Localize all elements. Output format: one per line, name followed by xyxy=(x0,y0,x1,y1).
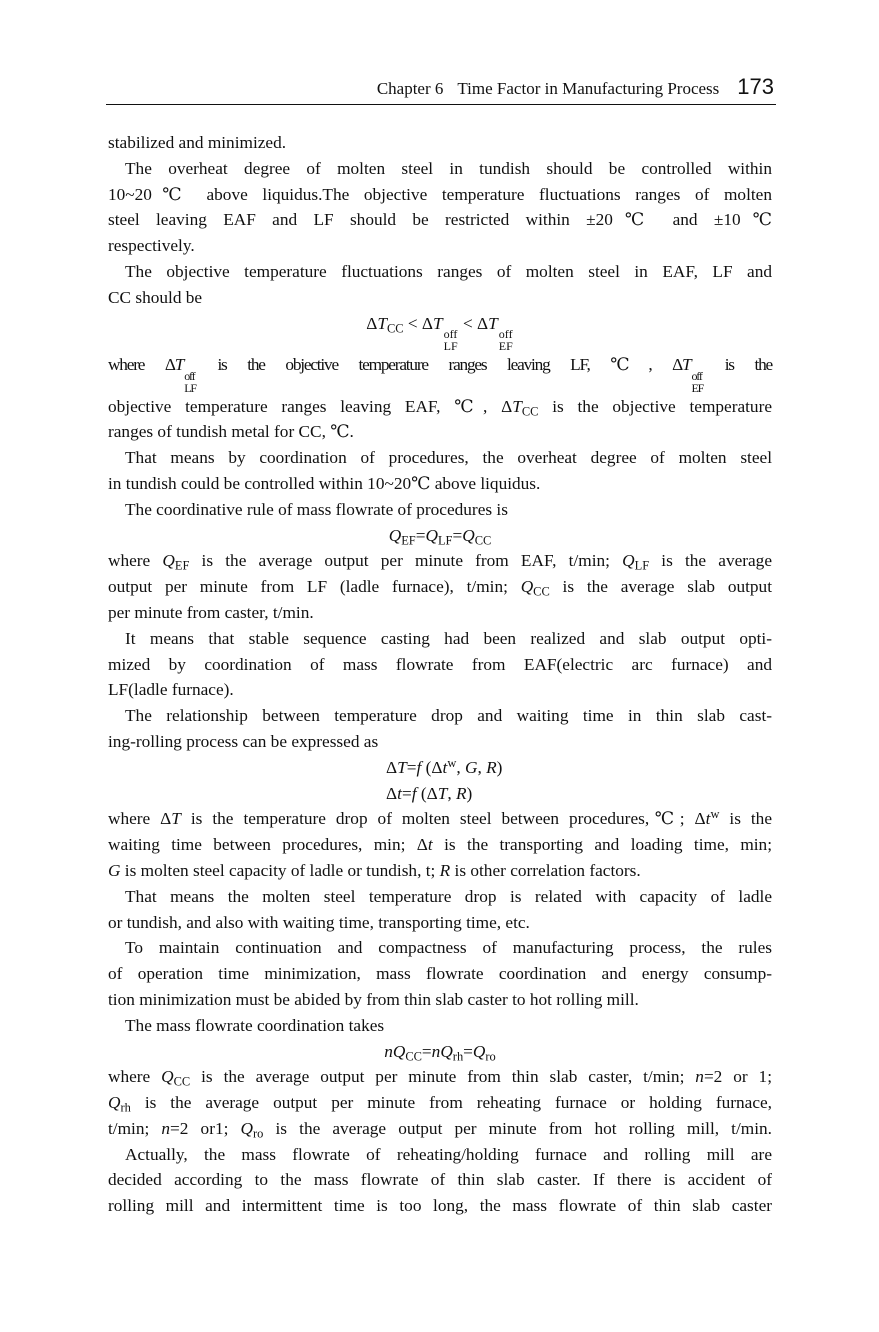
text-run: is the objective temperature ranges leaving LF, ℃, Δ xyxy=(196,355,683,375)
page-body xyxy=(108,130,772,1219)
math-subx: LF xyxy=(184,380,196,395)
math-sub: CC xyxy=(173,1074,191,1089)
text-line xyxy=(108,910,772,936)
math-sub: CC xyxy=(521,404,539,419)
math-sub: rh xyxy=(452,1048,464,1063)
math-i: T xyxy=(437,783,448,803)
text-line xyxy=(108,207,772,233)
math-i: T xyxy=(488,313,498,333)
math-i: T xyxy=(433,313,443,333)
text-run: Δ xyxy=(386,757,398,777)
text-line xyxy=(108,858,772,884)
text-line xyxy=(108,182,772,208)
text-run: is the xyxy=(719,809,772,829)
text-run: The coordinative rule of mass flowrate of procedures is xyxy=(125,499,508,519)
equation-line xyxy=(108,311,772,353)
math-sub: EF xyxy=(174,558,190,573)
math-sup: w xyxy=(710,807,720,822)
math-i: Q xyxy=(161,1067,174,1087)
math-i: G xyxy=(108,860,121,880)
text-run: CC should be xyxy=(108,287,203,307)
text-line xyxy=(108,1090,772,1116)
text-run: ) xyxy=(496,757,503,777)
text-run: is the temperature drop of molten steel between procedures,℃; Δ xyxy=(180,809,706,829)
text-line xyxy=(108,445,772,471)
text-line xyxy=(108,394,772,420)
math-i: T xyxy=(512,396,522,416)
text-run: is the objective temperature xyxy=(538,396,772,416)
text-run: Δ xyxy=(386,783,398,803)
math-supsub-stack xyxy=(444,328,458,352)
text-run: is the transporting and loading time, min; xyxy=(432,835,772,855)
text-run: ) xyxy=(466,783,473,803)
equation-line xyxy=(108,781,772,807)
text-run: It means that stable sequence casting had been realized and slab output opti- xyxy=(125,628,772,648)
text-run: mized by coordination of mass flowrate from EAF(electric arc furnace) and xyxy=(108,654,772,674)
math-supsub-stack xyxy=(691,370,703,394)
math-i: t xyxy=(397,783,402,803)
text-line xyxy=(108,832,772,858)
text-run: Actually, the mass flowrate of reheating/holding furnace and rolling mill are xyxy=(125,1144,772,1164)
math-sup: off xyxy=(498,327,513,342)
text-run: is the average output per minute from thin slab caster, t/min; xyxy=(190,1067,696,1087)
text-run: = xyxy=(406,757,417,777)
text-line xyxy=(108,548,772,574)
text-run: is the average output per minute from EAF, t/min; xyxy=(189,551,623,571)
text-run: waiting time between procedures, min; Δ xyxy=(108,835,428,855)
text-run: steel leaving EAF and LF should be restricted within ±20℃ and ±10℃ xyxy=(108,210,772,230)
running-header xyxy=(108,74,774,102)
text-run: The objective temperature fluctuations ranges of molten steel in EAF, LF and xyxy=(125,261,772,281)
math-i: R xyxy=(486,757,497,777)
math-i: n xyxy=(431,1041,441,1061)
math-i: G xyxy=(464,757,478,777)
text-run: decided according to the mass flowrate of thin slab caster. If there is accident of xyxy=(108,1170,772,1190)
text-line xyxy=(108,884,772,910)
math-i: R xyxy=(455,783,467,803)
math-sup: off xyxy=(184,368,195,383)
text-run: is the average output per minute from reheating furnace or holding furnace, xyxy=(130,1093,772,1113)
text-run: =2 or 1; xyxy=(703,1067,772,1087)
math-i: n xyxy=(384,1041,393,1061)
text-run: Δ xyxy=(366,313,378,333)
text-run: The relationship between temperature drop and waiting time in thin slab cast- xyxy=(125,706,772,726)
text-line xyxy=(108,935,772,961)
text-run: 10~20℃ above liquidus.The objective temperature fluctuations ranges of molten xyxy=(108,184,772,204)
text-run: respectively. xyxy=(108,236,195,256)
text-line xyxy=(108,352,772,394)
text-run: output per minute from LF (ladle furnace), t/min; xyxy=(108,577,521,597)
math-sub: EF xyxy=(401,533,416,548)
text-line xyxy=(108,130,772,156)
math-i: Q xyxy=(462,525,475,545)
math-sub: rh xyxy=(120,1100,131,1115)
text-run: or tundish, and also with waiting time, transporting time, etc. xyxy=(108,912,530,932)
text-run: stabilized and minimized. xyxy=(108,133,287,152)
text-line xyxy=(108,806,772,832)
text-run: The overheat degree of molten steel in tundish should be controlled within xyxy=(125,158,772,178)
math-i: f xyxy=(416,757,422,777)
text-run: where xyxy=(108,1067,162,1087)
chapter-label: Chapter 6 xyxy=(376,79,444,98)
math-sub: LF xyxy=(634,558,650,573)
text-run: of operation time minimization, mass flowrate coordination and energy consump- xyxy=(108,964,772,984)
text-run: To maintain continuation and compactness of manufacturing process, the rules xyxy=(125,938,772,958)
math-sub: CC xyxy=(474,533,492,548)
math-i: n xyxy=(695,1067,704,1087)
math-i: t xyxy=(442,757,448,777)
text-line xyxy=(108,1142,772,1168)
math-subx: LF xyxy=(443,339,458,354)
text-run: The mass flowrate coordination takes xyxy=(125,1015,385,1035)
text-run: =2 or1; xyxy=(170,1118,241,1138)
text-line xyxy=(108,1193,772,1219)
text-line xyxy=(108,1167,772,1193)
text-line xyxy=(108,156,772,182)
math-i: Q xyxy=(108,1093,121,1113)
text-line xyxy=(108,600,772,626)
text-run: (Δ xyxy=(421,757,443,777)
text-line xyxy=(108,259,772,285)
math-i: R xyxy=(439,860,451,880)
text-run: ranges of tundish metal for CC, ℃. xyxy=(108,422,354,442)
text-run: is the xyxy=(704,355,772,375)
text-run: tion minimization must be abided by from thin slab caster to hot rolling mill. xyxy=(108,989,639,1009)
text-run: , xyxy=(447,783,456,803)
math-i: Q xyxy=(162,551,175,571)
text-run: where xyxy=(108,551,163,571)
math-i: T xyxy=(682,355,691,375)
math-i: Q xyxy=(240,1118,253,1138)
equation-line xyxy=(108,523,772,549)
text-run: That means the molten steel temperature drop is related with capacity of ladle xyxy=(125,886,772,906)
math-i: n xyxy=(161,1118,171,1138)
math-supsub-stack xyxy=(184,370,196,394)
math-i: Q xyxy=(388,525,402,545)
text-line xyxy=(108,233,772,259)
math-supsub-stack xyxy=(499,328,513,352)
text-run: (Δ xyxy=(416,783,438,803)
text-line xyxy=(108,497,772,523)
math-sub: CC xyxy=(386,321,404,336)
math-i: T xyxy=(377,313,387,333)
text-line xyxy=(108,285,772,311)
text-line xyxy=(108,626,772,652)
text-run: = xyxy=(401,783,412,803)
text-run: is the average xyxy=(649,551,772,571)
text-line xyxy=(108,1064,772,1090)
text-line xyxy=(108,574,772,600)
text-run: in tundish could be controlled within 10~20℃ above liquidus. xyxy=(108,473,541,493)
math-i: T xyxy=(171,809,181,829)
math-i: T xyxy=(174,355,184,375)
math-i: Q xyxy=(622,551,635,571)
math-i: Q xyxy=(392,1041,406,1061)
math-sup: off xyxy=(691,368,702,383)
equation-line xyxy=(108,1039,772,1065)
math-i: Q xyxy=(440,1041,453,1061)
page-number: 173 xyxy=(737,74,774,99)
equation-line xyxy=(108,755,772,781)
text-run: is the average output per minute from hot rolling mill, t/min. xyxy=(263,1118,772,1138)
math-i: Q xyxy=(425,525,438,545)
text-run: is molten steel capacity of ladle or tundish, t; xyxy=(120,860,440,880)
text-line xyxy=(108,652,772,678)
text-run: is other correlation factors. xyxy=(450,860,641,880)
text-run: = xyxy=(463,1041,473,1061)
text-run: = xyxy=(421,1041,432,1061)
math-i: t xyxy=(427,835,433,855)
text-run: per minute from caster, t/min. xyxy=(108,602,314,622)
text-run: That means by coordination of procedures, the overheat degree of molten steel xyxy=(125,448,772,468)
math-i: f xyxy=(411,783,417,803)
text-run: < Δ xyxy=(403,313,434,333)
text-line xyxy=(108,729,772,755)
text-line xyxy=(108,419,772,445)
text-run: is the average slab output xyxy=(549,577,772,597)
text-run: < Δ xyxy=(458,313,489,333)
text-run: where Δ xyxy=(108,809,172,829)
math-subx: EF xyxy=(498,339,513,354)
text-line xyxy=(108,1116,772,1142)
math-sub: CC xyxy=(405,1048,422,1063)
math-i: T xyxy=(397,757,407,777)
text-run: t/min; xyxy=(108,1118,162,1138)
math-i: Q xyxy=(520,577,534,597)
math-sup: w xyxy=(447,755,457,770)
math-subx: EF xyxy=(691,380,704,395)
math-sub: ro xyxy=(485,1048,496,1063)
text-run: , xyxy=(477,757,487,777)
text-run: = xyxy=(452,525,463,545)
text-line xyxy=(108,961,772,987)
text-line xyxy=(108,703,772,729)
text-run: objective temperature ranges leaving EAF, ℃, Δ xyxy=(108,396,513,416)
chapter-title: Time Factor in Manufacturing Process xyxy=(457,79,720,98)
math-i: t xyxy=(705,809,711,829)
text-run: = xyxy=(415,525,426,545)
text-line xyxy=(108,987,772,1013)
math-i: Q xyxy=(472,1041,486,1061)
text-run: rolling mill and intermittent time is too long, the mass flowrate of thin slab caster xyxy=(108,1196,772,1216)
text-run: , xyxy=(456,757,465,777)
header-rule xyxy=(106,104,776,105)
math-sub: LF xyxy=(437,533,453,548)
math-sup: off xyxy=(443,327,458,342)
text-run: where Δ xyxy=(108,355,175,375)
text-line xyxy=(108,471,772,497)
text-line xyxy=(108,677,772,703)
math-sub: CC xyxy=(533,584,550,599)
text-run: LF(ladle furnace). xyxy=(108,680,234,700)
text-line xyxy=(108,1013,772,1039)
math-sub: ro xyxy=(253,1126,264,1141)
text-run: ing-rolling process can be expressed as xyxy=(108,731,379,751)
